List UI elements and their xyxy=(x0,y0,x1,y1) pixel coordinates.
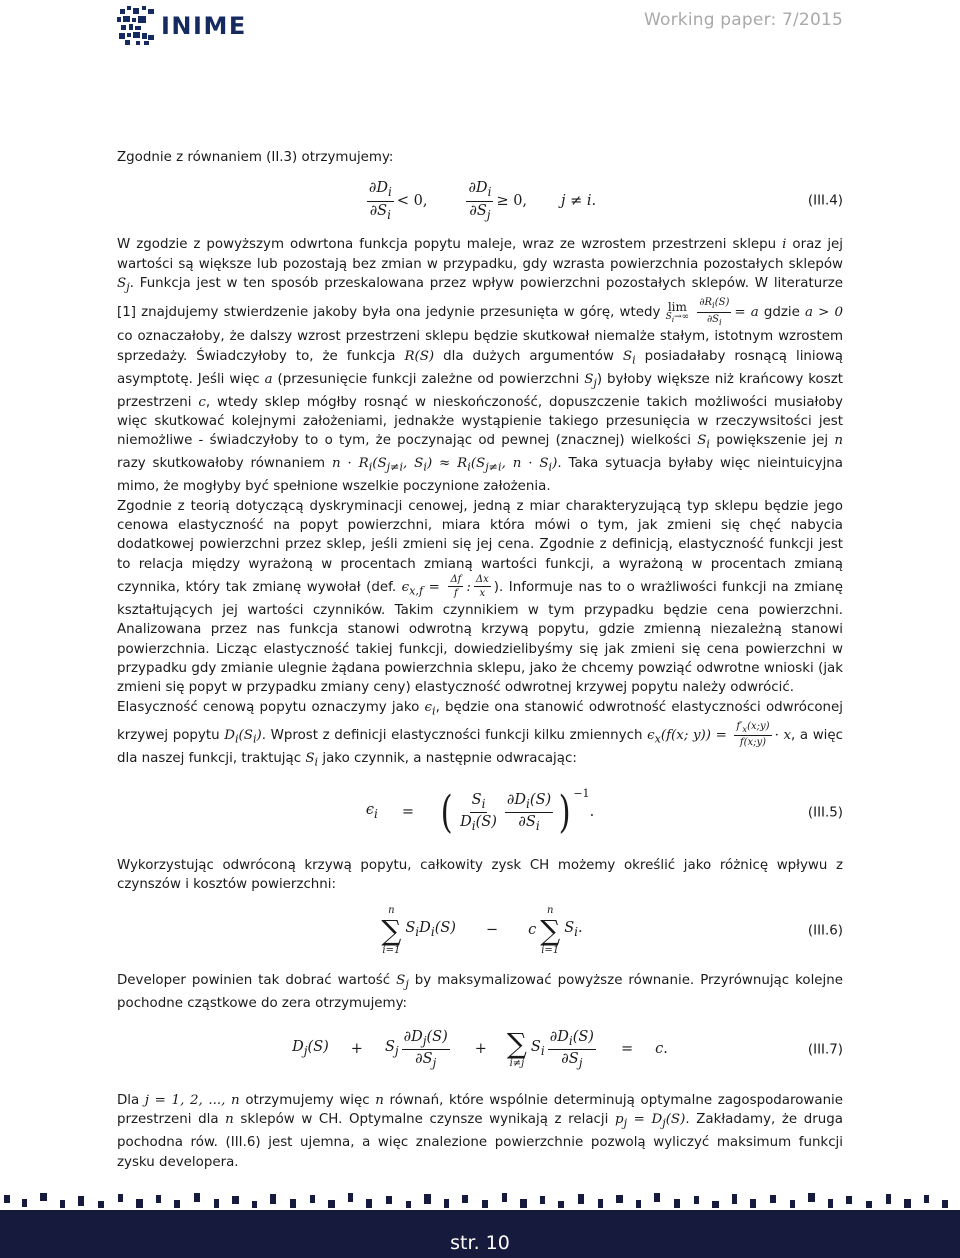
intro-line: Zgodnie z równaniem (II.3) otrzymujemy: xyxy=(117,150,394,165)
fraction: $\frac{S_i}{D_i(S)}$ xyxy=(460,791,497,834)
paragraph: Wykorzystując odwróconą krzywą popytu, całkowity zysk CH możemy określić jako różnicę wpływu z czynszów i kosztów powierzchni: xyxy=(117,857,843,893)
paragraph: Dla j = 1, 2, ..., n otrzymujemy więc n równań, które wspólnie determinują optymalne zagospodarowanie przestrzeni dla n sklepów w CH. Optymalne czynsze wynikają z relacji $p_j = D_j(S)$. Zakładamy, że druga pochodna rów. (III.6) jest ujemna, a więc znalezione powierzchnie pozwolą wyliczyć maksimum funkcji zysku developera. xyxy=(117,1092,844,1170)
equation-number: (III.5) xyxy=(807,805,843,821)
fraction: $\frac{\partial D_i(S)}{\partial S_i}$ xyxy=(506,791,552,834)
eq-condition: < 0, xyxy=(396,192,428,209)
equation-III-5: $\epsilon_i$ = ( $\frac{S_i}{D_i(S)}$ $\frac{\partial D_i(S)}{\partial S_i}$ ) $^{-1}$ . (III.5) xyxy=(365,786,843,838)
fraction: $\frac{\partial D_i}{\partial S_i}$ xyxy=(368,180,392,222)
fraction: $\frac{\partial D_j(S)}{\partial S_j}$ xyxy=(403,1028,448,1071)
document-body xyxy=(117,148,843,1172)
working-paper-label: Working paper: 7/2015 xyxy=(643,10,843,30)
fraction: $\frac{\partial D_i(S)}{\partial S_j}$ xyxy=(549,1028,594,1071)
paragraph: Elasyczność cenową popytu oznaczymy jako $\epsilon_i$, będzie ona stanowić odwrotność elastyczności odwróconej krzywej popytu $D_i(S_i)$. Wprost z definicji elastyczności funkcji kilku zmiennych $\epsilon_x(f(x$; y)) = $\frac{f'_x(x;y)}{f(x;y)}$ · x, a więc dla naszej funkcji, traktując $S_i$ jako czynnik, a następnie odwracając: xyxy=(117,699,843,769)
equation-number: (III.6) xyxy=(807,922,843,938)
equation-number: (III.4) xyxy=(807,193,843,209)
equation-III-6: n ∑ i=1 $S_iD_i(S)$ − c n ∑ i=1 $S_i$. (III.6) xyxy=(381,904,843,956)
paragraph: Zgodnie z teorią dotyczącą dyskryminacji cenowej, jedną z miar charakteryzującą typ sklepu będzie jego cenowa elastyczność na popyt powierzchni, miara która mówi o tym, jak zmieni się chęć nabycia dodatkowej powierzchni przez sklep, jeśli zmieni się jej cena. Zgodnie z definicją, elastyczność funkcji jest to relacja między wyrażoną w procentach zmianą wartości funkcji, a wyrażoną w procentach zmianą czynnika, który tak zmianę wywołał (def. $\epsilon_{x,f}$ = $\frac{\Delta f}{f}$ : $\frac{\Delta x}{x}$ ). Informuje nas to o wrażliwości funkcji na zmianę kształtujących jej wartości czynników. Takim czynnikiem w tym przypadku będzie cena powierzchni. Analizowana przez nas funkcja stanowi odwrotną krzywą popytu, gdzie zmienną niezależną stanowi powierzchnia. Licząc elastyczność takiej funkcji, dowiedzielibyśmy się jak zmieni się cena powierzchni w przypadku gdy zmianie ulegnie żądana powierzchnia sklepu, jako że chcemy powziąć odwrotne wnioski (jak zmieni się popyt w przypadku zmiany ceny) elastyczność odwrotnej krzywej popytu należy odwrócić. xyxy=(117,498,844,696)
equation-III-7: $D_j(S)$ + $S_j$ $\frac{\partial D_j(S)}{\partial S_j}$ + ∑ i≠j $S_i$ $\frac{\partial D_i(S)}{\partial S_j}$ = c. (III.7) xyxy=(292,1026,843,1071)
page-number: str. 10 xyxy=(450,1232,510,1254)
fraction: $\frac{\partial D_i}{\partial S_j}$ xyxy=(468,180,492,222)
eq-condition: ≥ 0, xyxy=(496,192,528,209)
equation-III-4 xyxy=(117,173,843,229)
inime-logo xyxy=(117,6,247,46)
paragraph: Developer powinien tak dobrać wartość $S_j$ by maksymalizować powyższe równanie. Przyrównując kolejne pochodne cząstkowe do zera otrzymujemy: xyxy=(117,972,843,1011)
logo-text: INIME xyxy=(161,12,247,40)
paragraph: W zgodzie z powyższym odwrtona funkcja popytu maleje, wraz ze wzrostem przestrzeni sklepu i oraz jej wartości są większe lub pozostają bez zmian w przypadku, gdy wzrasta powierzchnia pozostałych sklepów $S_j$. Funkcja jest w ten sposób przeskalowana przez wpływ powierzchni pozostałych sklepów. W literaturze [1] znajdujemy stwierdzenie jakoby była ona jedynie przesunięta w górę, wtedy lim $S_i\to\infty$ $\frac{\partial R_i(S)}{\partial S_i}$ = a gdzie a > 0 co oznaczałoby, że dalszy wzrost przestrzeni sklepu będzie skutkował niemalże stałym, istotnym wzrostem sprzedaży. Świadczyłoby to, że funkcja R(S) dla dużych argumentów $S_i$ posiadałaby rosnącą liniową asymptotę. Jeśli więc a (przesunięcie funkcji zależne od powierzchni $S_j$) byłoby większe niż krańcowy koszt przestrzeni c, wtedy sklep mógłby rosnąć w nieskończoność, dopuszczenie takich możliwości musiałoby więc skutkować kolejnymi założeniami, jednakże wystąpienie takiego przesunięcia w rzeczywsitości jest niemożliwe - świadczyłoby to o tym, że poczynając od pewnej (znacznej) wielkości $S_i$ powiększenie jej n razy skutkowałoby równaniem $n \cdot R_i(S_{j\ne i}$, $S_i) \approx R_i(S_{j\ne i}$, $n \cdot S_i$). Taka sytuacja byłaby więc nieintuicyjna mimo, że mogłyby być spełnione wszelkie poczynione założenia. xyxy=(117,237,843,495)
eq-condition: j ≠ i. xyxy=(561,192,597,209)
equation-number: (III.7) xyxy=(807,1042,843,1058)
inime-logo-mark-icon xyxy=(117,6,157,46)
